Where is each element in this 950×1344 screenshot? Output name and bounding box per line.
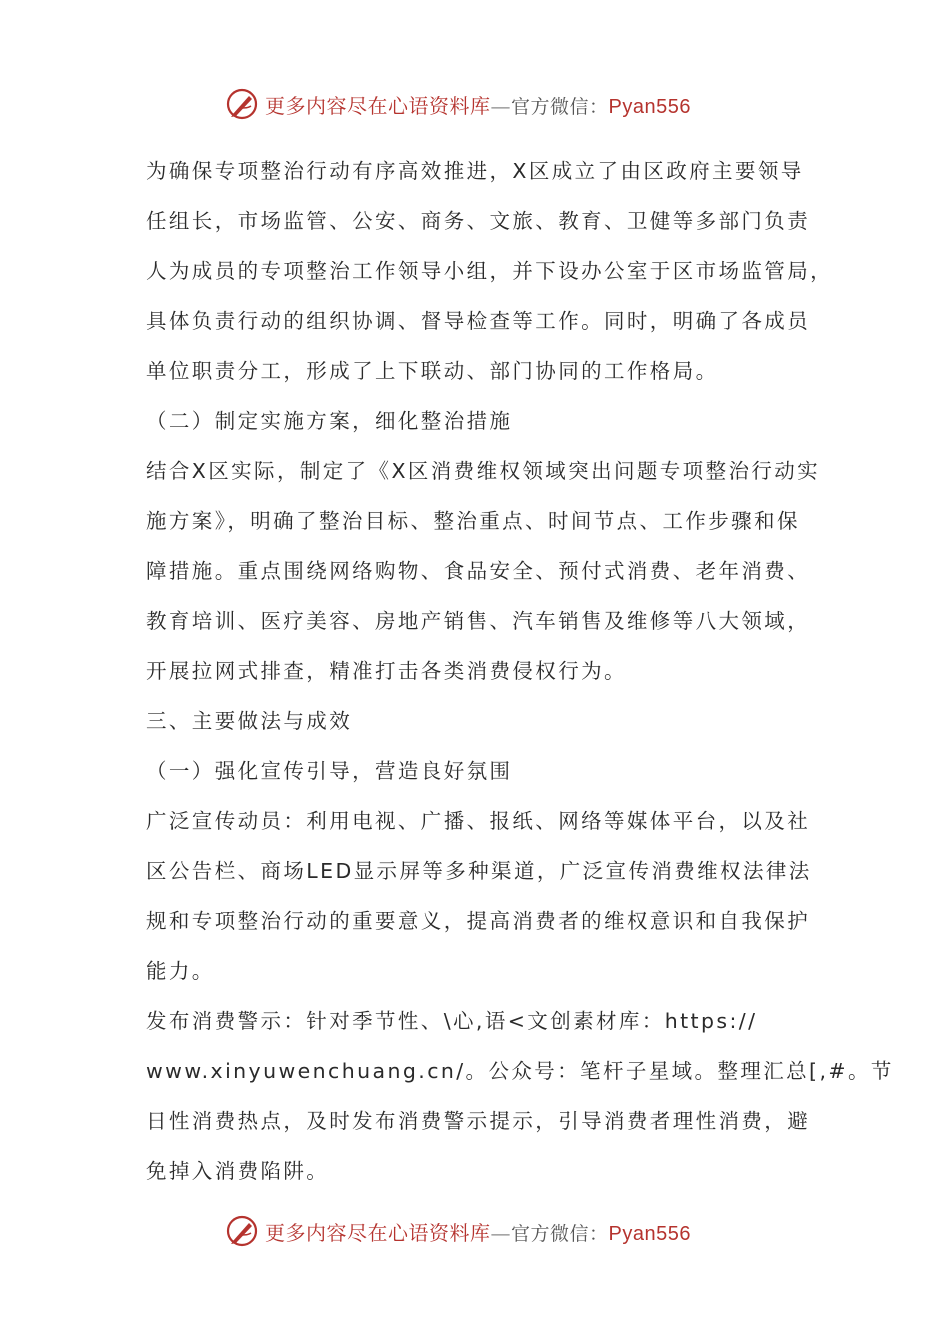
paragraph-line: 任组长，市场监管、公安、商务、文旅、教育、卫健等多部门负责 xyxy=(146,209,811,233)
document-body xyxy=(146,146,894,1196)
paragraph-line: 免掉入消费陷阱。 xyxy=(146,1159,330,1183)
header-banner xyxy=(225,84,725,124)
paragraph-line: 日性消费热点，及时发布消费警示提示，引导消费者理性消费，避 xyxy=(146,1109,811,1133)
paragraph-line: 规和专项整治行动的重要意义，提高消费者的维权意识和自我保护 xyxy=(146,909,811,933)
paragraph-line: 广泛宣传动员：利用电视、广播、报纸、网络等媒体平台，以及社 xyxy=(146,809,811,833)
paragraph-line: 结合X区实际，制定了《X区消费维权领域突出问题专项整治行动实 xyxy=(146,459,821,483)
section-heading: （二）制定实施方案，细化整治措施 xyxy=(146,409,513,433)
banner-dash: — xyxy=(490,93,511,118)
paragraph-line: 教育培训、医疗美容、房地产销售、汽车销售及维修等八大领域， xyxy=(146,609,811,633)
banner-slogan: 更多内容尽在心语资料库 xyxy=(265,1220,491,1245)
paragraph-line: 人为成员的专项整治工作领导小组，并下设办公室于区市场监管局， xyxy=(146,259,833,283)
banner-wechat-label: 官方微信： xyxy=(511,95,609,118)
banner-wechat-label: 官方微信： xyxy=(511,1222,609,1245)
paragraph-line: 单位职责分工，形成了上下联动、部门协同的工作格局。 xyxy=(146,359,719,383)
banner-dash: — xyxy=(490,1220,511,1245)
paragraph-line: www.xinyuwenchuang.cn/。公众号：笔杆子星域。整理汇总[,#。节 xyxy=(146,1059,894,1083)
banner-text xyxy=(265,90,691,119)
paragraph-line: 发布消费警示：针对季节性、\心,语<文创素材库：https:// xyxy=(146,1009,758,1033)
pen-logo-icon xyxy=(225,87,259,121)
banner-account: Pyan556 xyxy=(608,1222,691,1245)
paragraph-line: 施方案》，明确了整治目标、整治重点、时间节点、工作步骤和保 xyxy=(146,509,800,533)
banner-text xyxy=(265,1217,691,1246)
section-heading: 三、主要做法与成效 xyxy=(146,709,353,733)
paragraph-line: 开展拉网式排查，精准打击各类消费侵权行为。 xyxy=(146,659,627,683)
paragraph-line: 具体负责行动的组织协调、督导检查等工作。同时，明确了各成员 xyxy=(146,309,811,333)
paragraph-line: 为确保专项整治行动有序高效推进，X区成立了由区政府主要领导 xyxy=(146,159,804,183)
paragraph-line: 区公告栏、商场LED显示屏等多种渠道，广泛宣传消费维权法律法 xyxy=(146,859,812,883)
banner-account: Pyan556 xyxy=(608,95,691,118)
pen-logo-icon xyxy=(225,1214,259,1248)
section-heading: （一）强化宣传引导，营造良好氛围 xyxy=(146,759,513,783)
banner-slogan: 更多内容尽在心语资料库 xyxy=(265,93,491,118)
footer-banner xyxy=(225,1211,725,1251)
paragraph-line: 障措施。重点围绕网络购物、食品安全、预付式消费、老年消费、 xyxy=(146,559,811,583)
paragraph-line: 能力。 xyxy=(146,959,215,983)
